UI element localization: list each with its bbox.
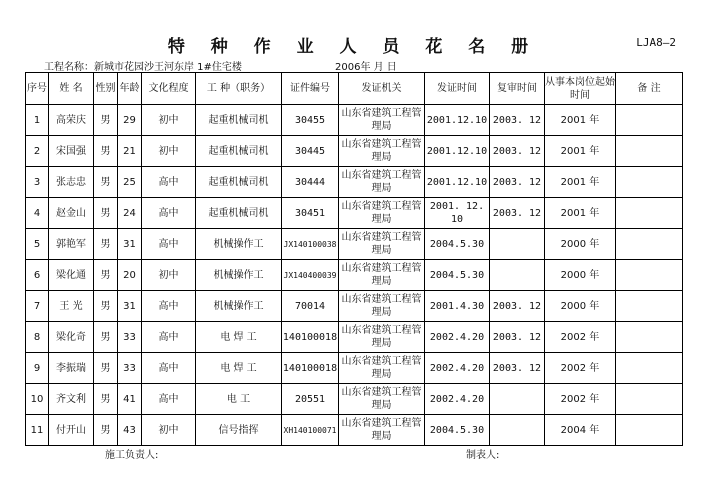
cell-gender: 男 xyxy=(94,322,118,353)
cell-note xyxy=(616,322,683,353)
cell-issuer: 山东省建筑工程管理局 xyxy=(339,291,425,322)
cell-note xyxy=(616,105,683,136)
cell-name: 宋国强 xyxy=(49,136,94,167)
cell-note xyxy=(616,353,683,384)
cell-gender: 男 xyxy=(94,353,118,384)
cell-seq: 9 xyxy=(26,353,49,384)
cell-name: 王 光 xyxy=(49,291,94,322)
cell-issuer: 山东省建筑工程管理局 xyxy=(339,136,425,167)
cell-note xyxy=(616,229,683,260)
cell-issue-date: 2001. 12. 10 xyxy=(425,198,490,229)
cell-education: 高中 xyxy=(142,229,196,260)
cell-name: 高荣庆 xyxy=(49,105,94,136)
cell-cert-no: 20551 xyxy=(282,384,339,415)
cell-age: 43 xyxy=(118,415,142,446)
cell-cert-no: 30444 xyxy=(282,167,339,198)
cell-education: 初中 xyxy=(142,415,196,446)
cell-seq: 10 xyxy=(26,384,49,415)
cell-seq: 1 xyxy=(26,105,49,136)
cell-issuer: 山东省建筑工程管理局 xyxy=(339,415,425,446)
cell-cert-no: 140100018 xyxy=(282,353,339,384)
header-note: 备 注 xyxy=(616,73,683,105)
cell-seq: 4 xyxy=(26,198,49,229)
cell-review-date xyxy=(490,384,545,415)
table-row xyxy=(26,415,683,446)
cell-cert-no: JX140400039 xyxy=(282,260,339,291)
cell-cert-no: 30455 xyxy=(282,105,339,136)
cell-start-time: 2000 年 xyxy=(545,229,616,260)
cell-gender: 男 xyxy=(94,136,118,167)
header-start-time: 从事本岗位起始时间 xyxy=(545,73,616,105)
header-job: 工 种（职务） xyxy=(196,73,282,105)
cell-review-date xyxy=(490,260,545,291)
cell-review-date: 2003. 12 xyxy=(490,136,545,167)
cell-age: 31 xyxy=(118,291,142,322)
cell-job: 起重机械司机 xyxy=(196,105,282,136)
cell-gender: 男 xyxy=(94,384,118,415)
cell-start-time: 2001 年 xyxy=(545,136,616,167)
cell-name: 齐文利 xyxy=(49,384,94,415)
cell-age: 41 xyxy=(118,384,142,415)
cell-note xyxy=(616,167,683,198)
cell-issue-date: 2001.4.30 xyxy=(425,291,490,322)
header-issuer: 发证机关 xyxy=(339,73,425,105)
cell-name: 梁化奇 xyxy=(49,322,94,353)
cell-name: 郭艳军 xyxy=(49,229,94,260)
cell-education: 高中 xyxy=(142,384,196,415)
cell-issue-date: 2002.4.20 xyxy=(425,322,490,353)
cell-age: 24 xyxy=(118,198,142,229)
cell-start-time: 2001 年 xyxy=(545,198,616,229)
cell-review-date: 2003. 12 xyxy=(490,198,545,229)
cell-review-date: 2003. 12 xyxy=(490,291,545,322)
table-row xyxy=(26,260,683,291)
cell-start-time: 2001 年 xyxy=(545,167,616,198)
header-cert-no: 证件编号 xyxy=(282,73,339,105)
cell-gender: 男 xyxy=(94,167,118,198)
site-manager-label: 施工负责人: xyxy=(105,450,159,461)
cell-job: 机械操作工 xyxy=(196,229,282,260)
table-header-row xyxy=(26,73,683,105)
cell-note xyxy=(616,260,683,291)
cell-gender: 男 xyxy=(94,198,118,229)
cell-job: 起重机械司机 xyxy=(196,198,282,229)
cell-education: 高中 xyxy=(142,322,196,353)
cell-name: 梁化通 xyxy=(49,260,94,291)
cell-seq: 2 xyxy=(26,136,49,167)
cell-seq: 8 xyxy=(26,322,49,353)
cell-gender: 男 xyxy=(94,105,118,136)
cell-start-time: 2000 年 xyxy=(545,260,616,291)
table-row xyxy=(26,229,683,260)
cell-age: 33 xyxy=(118,353,142,384)
cell-education: 高中 xyxy=(142,167,196,198)
header-review-date: 复审时间 xyxy=(490,73,545,105)
header-seq: 序号 xyxy=(26,73,49,105)
cell-cert-no: 30451 xyxy=(282,198,339,229)
cell-seq: 6 xyxy=(26,260,49,291)
cell-job: 信号指挥 xyxy=(196,415,282,446)
header-age: 年龄 xyxy=(118,73,142,105)
cell-issue-date: 2002.4.20 xyxy=(425,353,490,384)
cell-education: 初中 xyxy=(142,105,196,136)
table-row xyxy=(26,136,683,167)
cell-review-date: 2003. 12 xyxy=(490,322,545,353)
cell-age: 33 xyxy=(118,322,142,353)
cell-name: 张志忠 xyxy=(49,167,94,198)
cell-issuer: 山东省建筑工程管理局 xyxy=(339,353,425,384)
cell-issuer: 山东省建筑工程管理局 xyxy=(339,322,425,353)
cell-issue-date: 2004.5.30 xyxy=(425,415,490,446)
cell-start-time: 2002 年 xyxy=(545,384,616,415)
cell-note xyxy=(616,415,683,446)
header-education: 文化程度 xyxy=(142,73,196,105)
page-title: 特 种 作 业 人 员 花 名 册 xyxy=(167,37,539,57)
cell-issuer: 山东省建筑工程管理局 xyxy=(339,229,425,260)
cell-note xyxy=(616,198,683,229)
cell-review-date: 2003. 12 xyxy=(490,167,545,198)
cell-cert-no: 140100018 xyxy=(282,322,339,353)
cell-gender: 男 xyxy=(94,229,118,260)
cell-note xyxy=(616,384,683,415)
cell-seq: 3 xyxy=(26,167,49,198)
table-row xyxy=(26,105,683,136)
cell-note xyxy=(616,136,683,167)
cell-education: 高中 xyxy=(142,198,196,229)
cell-note xyxy=(616,291,683,322)
cell-start-time: 2002 年 xyxy=(545,322,616,353)
form-code: LJA8—2 xyxy=(636,36,676,49)
cell-gender: 男 xyxy=(94,291,118,322)
cell-issuer: 山东省建筑工程管理局 xyxy=(339,384,425,415)
cell-review-date xyxy=(490,229,545,260)
cell-issue-date: 2002.4.20 xyxy=(425,384,490,415)
cell-education: 初中 xyxy=(142,260,196,291)
cell-name: 李振瑞 xyxy=(49,353,94,384)
cell-issuer: 山东省建筑工程管理局 xyxy=(339,105,425,136)
cell-cert-no: XH140100071 xyxy=(282,415,339,446)
cell-start-time: 2000 年 xyxy=(545,291,616,322)
cell-job: 起重机械司机 xyxy=(196,136,282,167)
cell-review-date: 2003. 12 xyxy=(490,353,545,384)
cell-cert-no: 70014 xyxy=(282,291,339,322)
cell-job: 电 工 xyxy=(196,384,282,415)
tabulator-label: 制表人: xyxy=(466,450,500,461)
cell-age: 25 xyxy=(118,167,142,198)
cell-issuer: 山东省建筑工程管理局 xyxy=(339,167,425,198)
table-row xyxy=(26,322,683,353)
cell-job: 电 焊 工 xyxy=(196,322,282,353)
cell-cert-no: JX140100038 xyxy=(282,229,339,260)
cell-seq: 11 xyxy=(26,415,49,446)
cell-issue-date: 2001.12.10 xyxy=(425,105,490,136)
cell-issue-date: 2004.5.30 xyxy=(425,229,490,260)
project-name: 工程名称：新城市花园沙王河东岸 1#住宅楼 xyxy=(44,62,242,73)
table-row xyxy=(26,291,683,322)
cell-issue-date: 2004.5.30 xyxy=(425,260,490,291)
table-row xyxy=(26,198,683,229)
table-row xyxy=(26,353,683,384)
cell-issuer: 山东省建筑工程管理局 xyxy=(339,260,425,291)
table-row xyxy=(26,384,683,415)
header-name: 姓 名 xyxy=(49,73,94,105)
cell-issue-date: 2001.12.10 xyxy=(425,136,490,167)
cell-seq: 7 xyxy=(26,291,49,322)
table-row xyxy=(26,167,683,198)
cell-seq: 5 xyxy=(26,229,49,260)
cell-age: 21 xyxy=(118,136,142,167)
cell-cert-no: 30445 xyxy=(282,136,339,167)
cell-name: 付开山 xyxy=(49,415,94,446)
form-date: 2006年 月 日 xyxy=(335,62,397,73)
cell-education: 高中 xyxy=(142,291,196,322)
header-issue-date: 发证时间 xyxy=(425,73,490,105)
cell-age: 29 xyxy=(118,105,142,136)
cell-issuer: 山东省建筑工程管理局 xyxy=(339,198,425,229)
cell-job: 机械操作工 xyxy=(196,260,282,291)
cell-start-time: 2001 年 xyxy=(545,105,616,136)
cell-job: 电 焊 工 xyxy=(196,353,282,384)
cell-gender: 男 xyxy=(94,260,118,291)
cell-education: 高中 xyxy=(142,353,196,384)
cell-name: 赵金山 xyxy=(49,198,94,229)
cell-job: 机械操作工 xyxy=(196,291,282,322)
cell-education: 初中 xyxy=(142,136,196,167)
cell-age: 20 xyxy=(118,260,142,291)
cell-job: 起重机械司机 xyxy=(196,167,282,198)
personnel-table xyxy=(25,72,683,446)
cell-age: 31 xyxy=(118,229,142,260)
cell-review-date: 2003. 12 xyxy=(490,105,545,136)
cell-start-time: 2004 年 xyxy=(545,415,616,446)
cell-issue-date: 2001.12.10 xyxy=(425,167,490,198)
cell-gender: 男 xyxy=(94,415,118,446)
cell-start-time: 2002 年 xyxy=(545,353,616,384)
cell-review-date xyxy=(490,415,545,446)
header-gender: 性别 xyxy=(94,73,118,105)
